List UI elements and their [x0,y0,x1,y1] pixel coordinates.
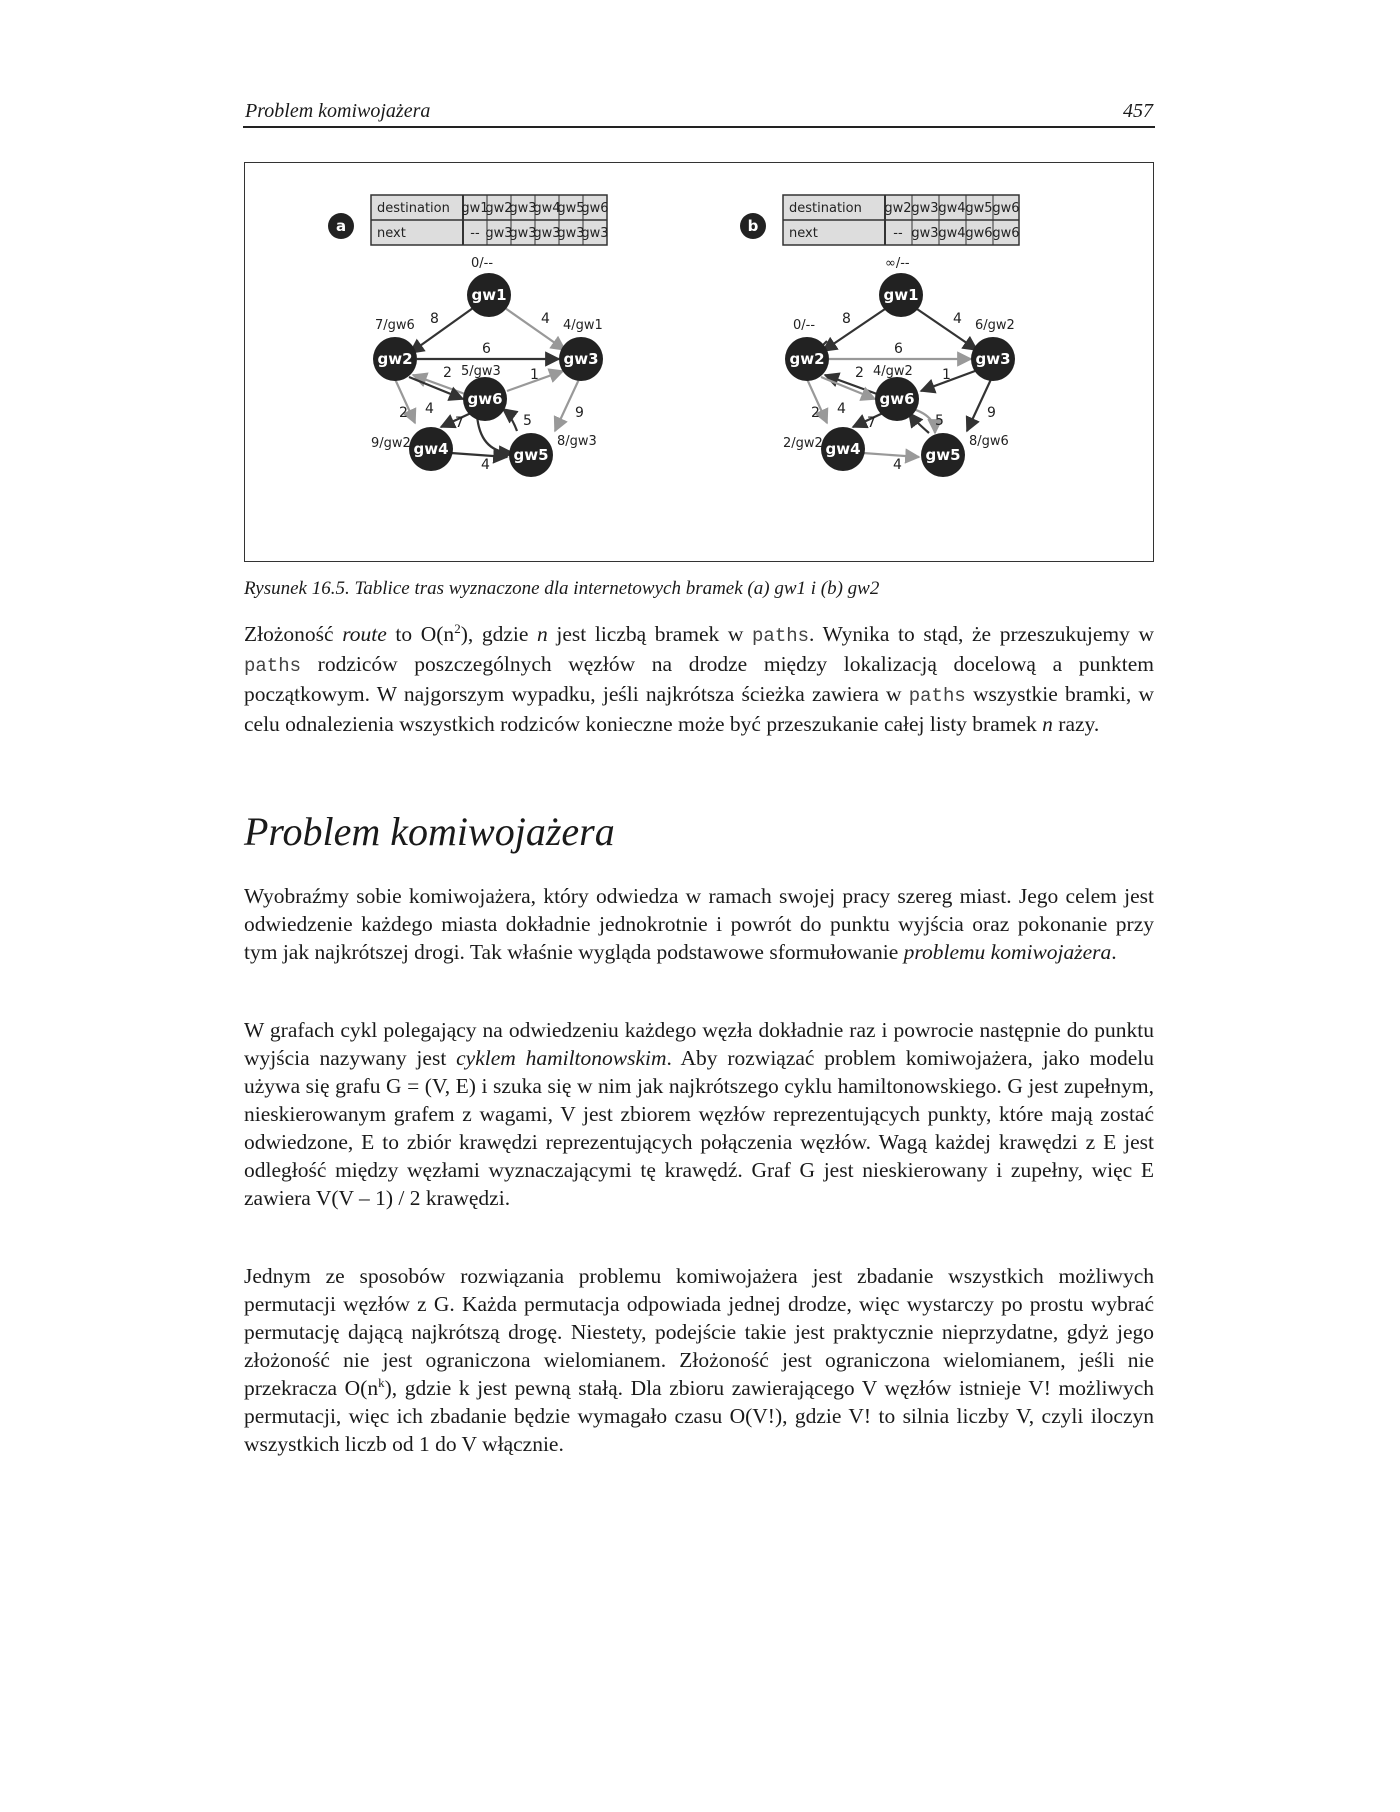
node-a-gw5-label: gw5 [513,446,549,464]
node-a-gw4-label: gw4 [413,440,449,458]
text-run: Jednym ze sposobów rozwiązania problemu komiwojażera jest zbadanie wszystkich możliwych permutacji węzłów z G. Każda permutacja odpowiada jednej drodze, więc wystarczy po prostu wybrać permutację dającą najkrótszą drogę. Niestety, podejście takie jest praktycznie nieprzydatne, gdyż jego złożoność nie jest ograniczona wielomianem. Złożoność jest ograniczona wielomianem, jeśli nie przekracza O(n [244,1264,1154,1400]
header-title: Problem komiwojażera [245,100,431,122]
table-a-next-cell: gw3 [509,226,537,241]
table-a-next-cell: -- [470,226,480,241]
node-b-gw3-label: gw3 [975,350,1011,368]
text-run: Wyobraźmy sobie komiwojażera, który odwiedza w ramach swojej pracy szereg miast. Jego celem jest odwiedzenie każdego miasta dokładnie jednokrotnie i powrót do punktu wyjścia oraz pokonanie przy tym jak najkrótszej drogi. Tak właśnie wygląda podstawowe sformułowanie [244,884,1154,964]
weight-b-23: 6 [894,341,903,357]
table-a-next-cell: gw3 [485,226,513,241]
figure-16-5 [244,162,1154,562]
paragraph-intro [244,882,1154,966]
figure-graphic [245,163,1155,563]
weight-a-64: 7 [455,415,464,431]
emphasis-term: problemu komiwojażera [903,940,1112,964]
weight-b-24: 2 [811,405,820,421]
dist-b-gw5: 8/gw6 [969,434,1009,449]
node-a-gw2-label: gw2 [377,350,413,368]
text-run: . [1111,940,1117,964]
running-header [243,100,1155,128]
table-b-dest-cell: gw3 [911,201,939,216]
page-number: 457 [1123,100,1153,122]
superscript: k [378,1374,385,1390]
table-a-dest-cell: gw5 [557,201,585,216]
dist-b-gw4: 2/gw2 [783,436,823,451]
edge-a-gw6-gw2 [413,375,465,394]
table-b-row1-label: destination [789,201,862,216]
table-a-row2-label: next [377,226,406,241]
text-run: wszystkie bramki, w celu odnalezienia wszystkich rodziców konieczne może być przeszukanie całej listy bramek [244,682,1155,736]
node-a-gw1-label: gw1 [471,286,507,304]
panel-a [328,195,609,477]
node-b-gw6-label: gw6 [879,390,915,408]
edge-a-gw3-gw5 [555,375,581,431]
text-run: . Wynika to stąd, że przeszukujemy w [809,622,1154,646]
weight-a-13: 4 [541,311,550,327]
weight-a-63: 1 [530,367,539,383]
routing-table-a [371,195,609,245]
table-a-next-cell: gw3 [581,226,609,241]
node-a-gw6-label: gw6 [467,390,503,408]
weight-b-13: 4 [953,311,962,327]
dist-a-gw6: 5/gw3 [461,364,501,379]
weight-a-45: 4 [481,457,490,473]
text-run: W grafach cykl polegający na odwiedzeniu każdego węzła dokładnie raz i powrocie następnie do punktu wyjścia nazywany jest [244,1018,1154,1070]
dist-b-gw6: 4/gw2 [873,364,913,379]
edge-b-gw2-gw6 [821,377,875,399]
weight-a-46: 4 [425,401,434,417]
edge-b-gw4-gw5 [863,453,919,457]
table-b-next-cell: gw6 [965,226,993,241]
text-run: ), gdzie k jest pewną stałą. Dla zbioru zawierającego V węzłów istnieje V! możliwych permutacji, więc ich zbadanie będzie wymagało czasu O(V!), gdzie V! to silnia liczby V, czyli iloczyn wszystkich liczb od 1 do V włącznie. [244,1376,1155,1456]
badge-a-label: a [335,217,347,235]
weight-a-12: 8 [430,311,439,327]
routing-table-b [783,195,1020,245]
table-a-dest-cell: gw6 [581,201,609,216]
weight-a-65: 5 [523,413,532,429]
text-run: to O(n [386,622,455,646]
table-a-next-cell: gw3 [533,226,561,241]
table-b-next-cell: -- [893,226,903,241]
weight-b-35: 9 [987,405,996,421]
table-b-next-cell: gw3 [911,226,939,241]
emphasis-n: n [537,622,548,646]
weight-b-26: 2 [855,365,864,381]
edge-b-gw3-gw5 [967,375,993,431]
text-run: razy. [1052,712,1100,736]
code-paths: paths [752,625,810,647]
emphasis-n: n [1042,712,1053,736]
emphasis-route: route [342,622,387,646]
table-b-next-cell: gw4 [938,226,966,241]
node-b-gw2-label: gw2 [789,350,825,368]
superscript: 2 [454,620,461,636]
edge-b-gw6-gw2 [825,375,877,394]
paragraph-complexity [244,620,1154,738]
section-title: Problem komiwojażera [244,809,615,854]
node-b-gw4-label: gw4 [825,440,861,458]
dist-b-gw2: 0/-- [793,318,816,333]
weight-a-26: 2 [443,365,452,381]
weight-b-12: 8 [842,311,851,327]
edge-a-gw1-gw2 [410,308,473,353]
text-run: Złożoność [244,622,343,646]
badge-b-label: b [747,217,759,235]
code-paths: paths [244,655,302,677]
edge-a-gw5-gw6 [503,409,517,431]
edge-b-gw1-gw2-arrow [823,309,885,351]
text-run: . Aby rozwiązać problem komiwojażera, jako modelu używa się grafu G = (V, E) i szuka się w nim jak najkrótszego cyklu hamiltonowskiego. G jest zupełnym, nieskierowanym grafem z wagami, V jest zbiorem węzłów reprezentujących punkty, które mają zostać odwiedzone, E to zbiór krawędzi reprezentujących połączenia węzłów. Wagą każdej krawędzi z E jest odległość między węzłami wyznaczającymi tę krawędź. Graf G jest nieskierowany i zupełny, więc E zawiera V(V – 1) / 2 krawędzi. [244,1046,1154,1210]
dist-b-gw1: ∞/-- [885,256,910,271]
edge-a-gw2-gw6 [409,377,463,399]
dist-b-gw3: 6/gw2 [975,318,1015,333]
dist-a-gw3: 4/gw1 [563,318,603,333]
dist-a-gw2: 7/gw6 [375,318,415,333]
dist-a-gw4: 9/gw2 [371,436,411,451]
table-a-dest-cell: gw4 [533,201,561,216]
edge-b-gw1-gw3 [917,309,977,350]
text-run: jest liczbą bramek w [547,622,753,646]
weight-b-46: 4 [837,401,846,417]
weight-b-64: 7 [867,415,876,431]
table-b-dest-cell: gw4 [938,201,966,216]
text-run: rodziców poszczególnych węzłów na drodze między lokalizacją docelową a punktem początkowym. W najgorszym wypadku, jeśli najkrótsza ścieżka zawiera w [244,652,1154,706]
weight-b-45: 4 [893,457,902,473]
node-a-gw3-label: gw3 [563,350,599,368]
weight-b-65: 5 [935,413,944,429]
code-paths: paths [908,685,966,707]
weight-a-23: 6 [482,341,491,357]
table-a-next-cell: gw3 [557,226,585,241]
node-b-gw1-label: gw1 [883,286,919,304]
edge-a-gw1-gw3 [505,308,565,350]
text-run: ), gdzie [460,622,538,646]
table-b-dest-cell: gw6 [992,201,1020,216]
table-b-row2-label: next [789,226,818,241]
dist-a-gw5: 8/gw3 [557,434,597,449]
table-a-dest-cell: gw1 [461,201,489,216]
table-b-next-cell: gw6 [992,226,1020,241]
table-a-row1-label: destination [377,201,450,216]
dist-a-gw1: 0/-- [471,256,494,271]
paragraph-permutations [244,1262,1154,1458]
figure-caption: Rysunek 16.5. Tablice tras wyznaczone dla internetowych bramek (a) gw1 i (b) gw2 [244,578,880,599]
table-a-dest-cell: gw2 [485,201,513,216]
weight-a-35: 9 [575,405,584,421]
panel-b [740,195,1020,477]
table-b-dest-cell: gw5 [965,201,993,216]
weight-b-63: 1 [942,367,951,383]
emphasis-term: cyklem hamiltonowskim [456,1046,667,1070]
edge-a-gw4-gw5 [451,453,507,457]
table-b-dest-cell: gw2 [884,201,912,216]
table-a-dest-cell: gw3 [509,201,537,216]
node-b-gw5-label: gw5 [925,446,961,464]
paragraph-hamiltonian [244,1016,1154,1212]
weight-a-24: 2 [399,405,408,421]
